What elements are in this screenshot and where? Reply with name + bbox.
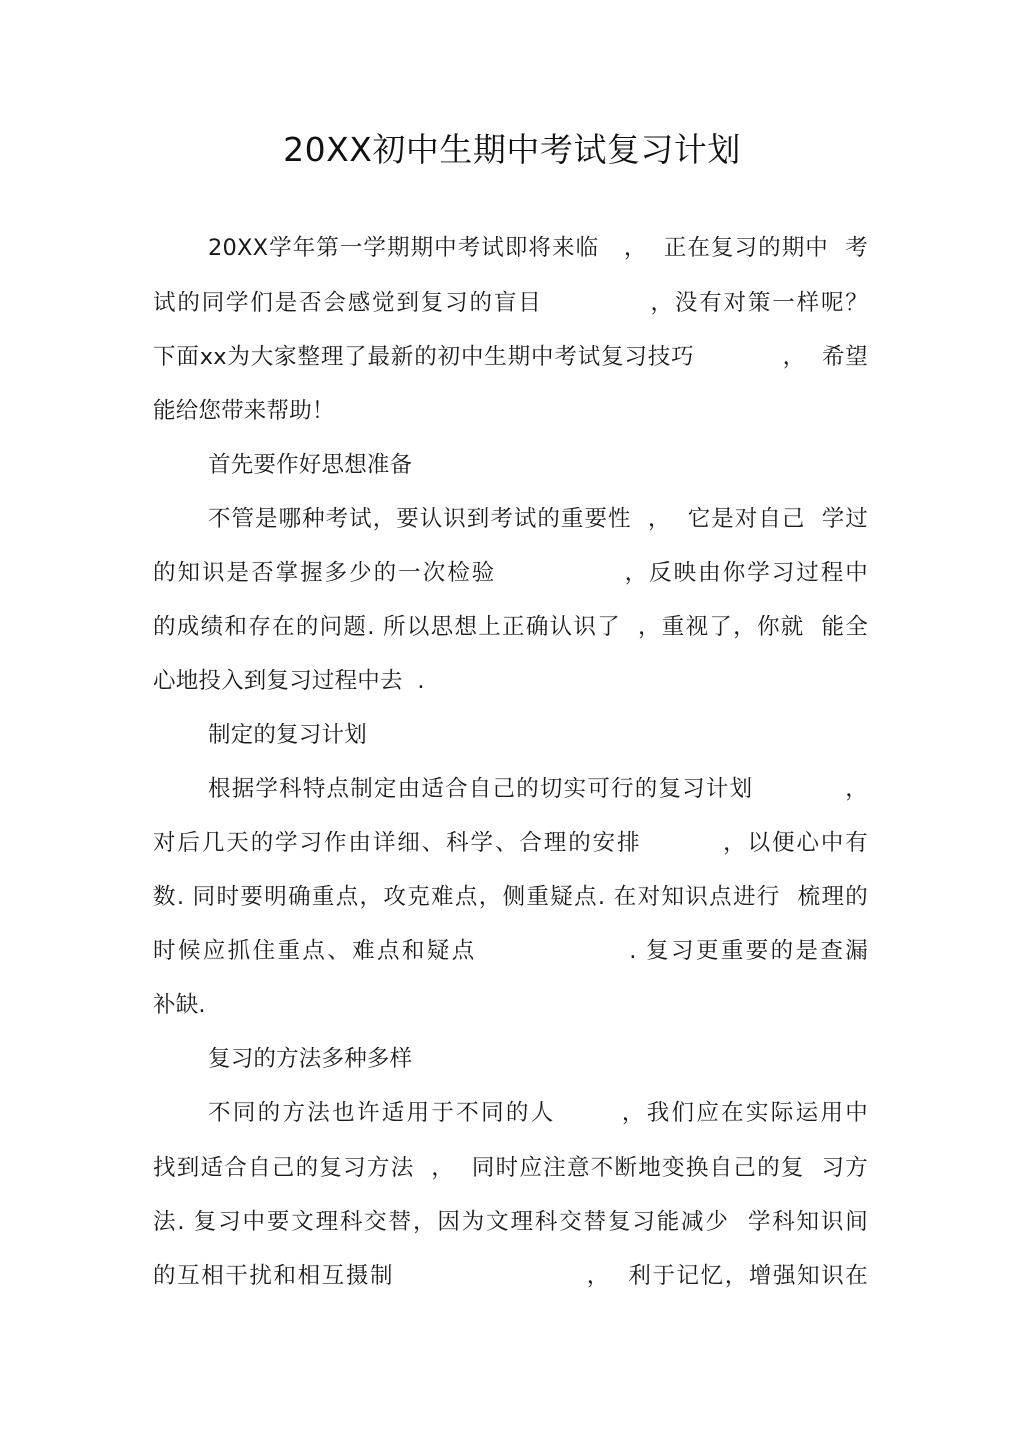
body-line: 不同的方法也许适用于不同的人 ，我们应在实际运用中: [208, 1100, 868, 1126]
body-line: 不管是哪种考试，要认识到考试的重要性 ， 它是对自己 学过: [208, 506, 868, 532]
body-line: 下面xx为大家整理了最新的初中生期中考试复习技巧 ， 希望: [153, 344, 868, 370]
section-heading: 复习的方法多种多样: [208, 1046, 413, 1072]
body-line: 对后几天的学习作由详细、科学、合理的安排 ，以便心中有: [153, 830, 868, 856]
section-heading: 制定的复习计划: [208, 722, 367, 748]
body-line: 的成绩和存在的问题. 所以思想上正确认识了 ，重视了，你就 能全: [153, 614, 868, 640]
document-title: 20XX初中生期中考试复习计划: [283, 130, 741, 169]
body-line: 的知识是否掌握多少的一次检验 ，反映由你学习过程中: [153, 560, 868, 586]
body-line: 20XX学年第一学期期中考试即将来临 ， 正在复习的期中 考: [208, 235, 868, 261]
body-line: 的互相干扰和相互摄制 ， 利于记忆，增强知识在: [153, 1263, 868, 1289]
body-line: 根据学科特点制定由适合自己的切实可行的复习计划 ，: [208, 776, 868, 802]
body-line: 补缺.: [153, 992, 206, 1018]
body-line: 法. 复习中要文理科交替，因为文理科交替复习能减少 学科知识间: [153, 1209, 868, 1235]
body-line: 时候应抓住重点、难点和疑点 . 复习更重要的是查漏: [153, 938, 868, 964]
body-line: 能给您带来帮助！: [153, 398, 335, 424]
body-line: 数. 同时要明确重点，攻克难点，侧重疑点. 在对知识点进行 梳理的: [153, 884, 868, 910]
body-line: 试的同学们是否会感觉到复习的盲目 ，没有对策一样呢？: [153, 290, 868, 316]
body-line: 心地投入到复习过程中去 .: [153, 668, 425, 694]
body-line: 找到适合自己的复习方法 ， 同时应注意不断地变换自己的复 习方: [153, 1155, 868, 1181]
section-heading: 首先要作好思想准备: [208, 452, 413, 478]
